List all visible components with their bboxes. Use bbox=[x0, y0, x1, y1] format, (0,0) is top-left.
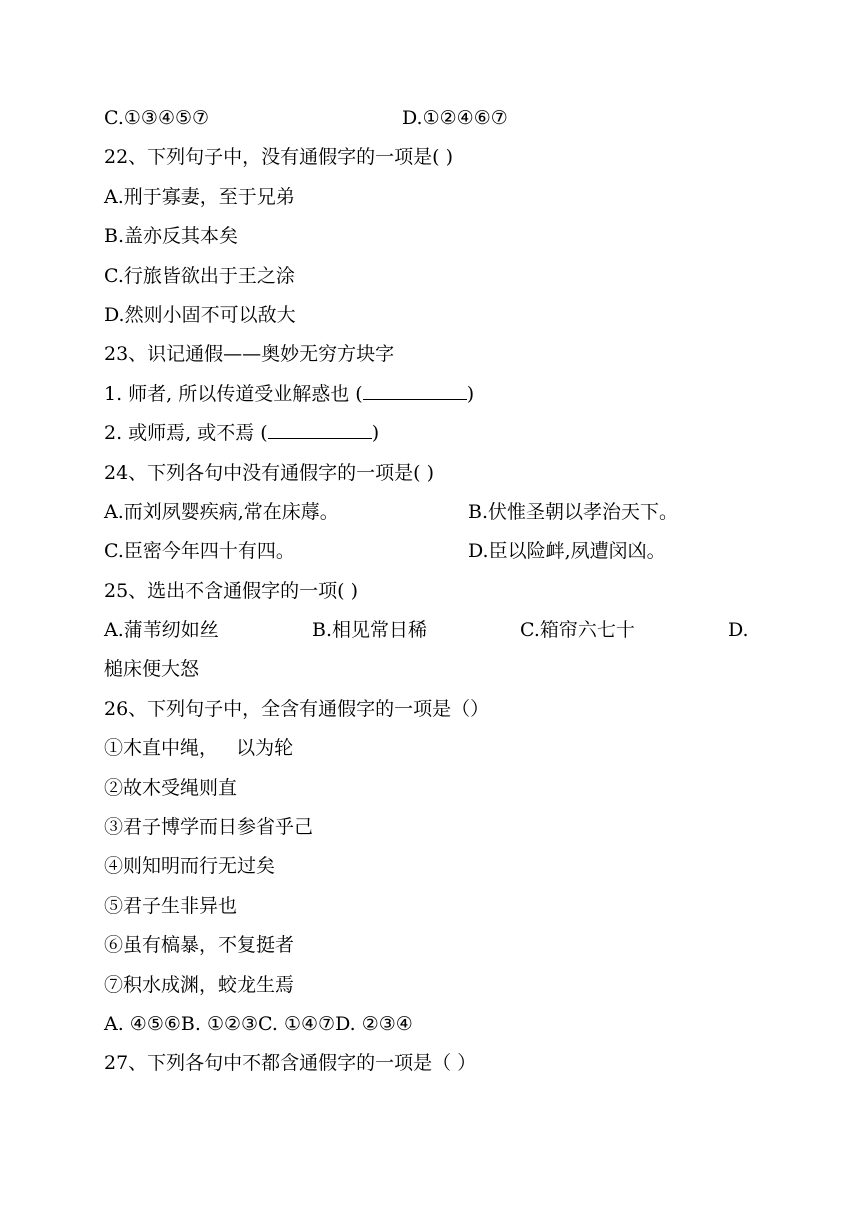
q26-sentence-5: ⑤君子生非异也 bbox=[104, 894, 238, 917]
q22-option-b: B.盖亦反其本矣 bbox=[104, 225, 239, 248]
q26-sentence-7: ⑦积水成渊，蛟龙生焉 bbox=[104, 973, 295, 996]
q22-option-a: A.刑于寡妻，至于兄弟 bbox=[104, 185, 295, 208]
option-c: C.①③④⑤⑦ bbox=[104, 107, 210, 129]
q23-item-2-close: ) bbox=[371, 422, 380, 445]
q25-option-b: B.相见常日稀 bbox=[312, 619, 428, 642]
q25-option-a: A.蒲苇纫如丝 bbox=[104, 619, 219, 642]
q24-option-b: B.伏惟圣朝以孝治天下。 bbox=[468, 500, 679, 523]
q26-sentence-6: ⑥虽有槁暴，不复挺者 bbox=[104, 934, 295, 957]
q23-item-1-close: ) bbox=[466, 382, 475, 405]
q22-stem: 22、下列句子中，没有通假字的一项是( ) bbox=[104, 146, 454, 169]
q21-options-cd bbox=[104, 104, 764, 143]
option-d: D.①②④⑥⑦ bbox=[402, 107, 508, 129]
q27-stem: 27、下列各句中不都含通假字的一项是（ ） bbox=[104, 1052, 477, 1075]
q24-stem: 24、下列各句中没有通假字的一项是( ) bbox=[104, 461, 435, 484]
q23-item-2-text: 2. 或师焉, 或不焉 ( bbox=[104, 422, 268, 445]
q24-option-c: C.臣密今年四十有四。 bbox=[104, 540, 295, 563]
answer-blank[interactable] bbox=[363, 381, 467, 400]
q26-sentence-3: ③君子博学而日参省乎己 bbox=[104, 816, 314, 839]
q24-option-d: D.臣以险衅,夙遭闵凶。 bbox=[468, 540, 666, 563]
document-page bbox=[104, 104, 764, 1089]
q22-option-d: D.然则小固不可以敌大 bbox=[104, 303, 296, 326]
q23-item-2 bbox=[104, 419, 764, 458]
answer-blank[interactable] bbox=[268, 420, 372, 439]
q24-options-cd bbox=[104, 537, 764, 576]
q22-option-c: C.行旅皆欲出于王之涂 bbox=[104, 264, 295, 287]
q26-options: A. ④⑤⑥B. ①②③C. ①④⑦D. ②③④ bbox=[104, 1012, 413, 1035]
q26-sentence-4: ④则知明而行无过矣 bbox=[104, 855, 276, 878]
q25-option-c: C.箱帘六七十 bbox=[520, 619, 635, 642]
q23-item-1 bbox=[104, 380, 764, 419]
q23-item-1-text: 1. 师者, 所以传道受业解惑也 ( bbox=[104, 382, 363, 405]
q25-stem: 25、选出不含通假字的一项( ) bbox=[104, 579, 359, 602]
q23-stem: 23、识记通假——奥妙无穷方块字 bbox=[104, 343, 395, 366]
q25-option-d: D. bbox=[728, 619, 749, 642]
q24-options-ab bbox=[104, 498, 764, 537]
q26-sentence-2: ②故木受绳则直 bbox=[104, 776, 238, 799]
q25-options bbox=[104, 616, 764, 655]
q26-stem: 26、下列句子中，全含有通假字的一项是（） bbox=[104, 697, 490, 720]
q24-option-a: A.而刘夙婴疾病,常在床蓐。 bbox=[104, 500, 339, 523]
q25-option-d-continued: 槌床便大怒 bbox=[104, 658, 200, 681]
q26-sentence-1: ①木直中绳， 以为轮 bbox=[104, 737, 294, 760]
